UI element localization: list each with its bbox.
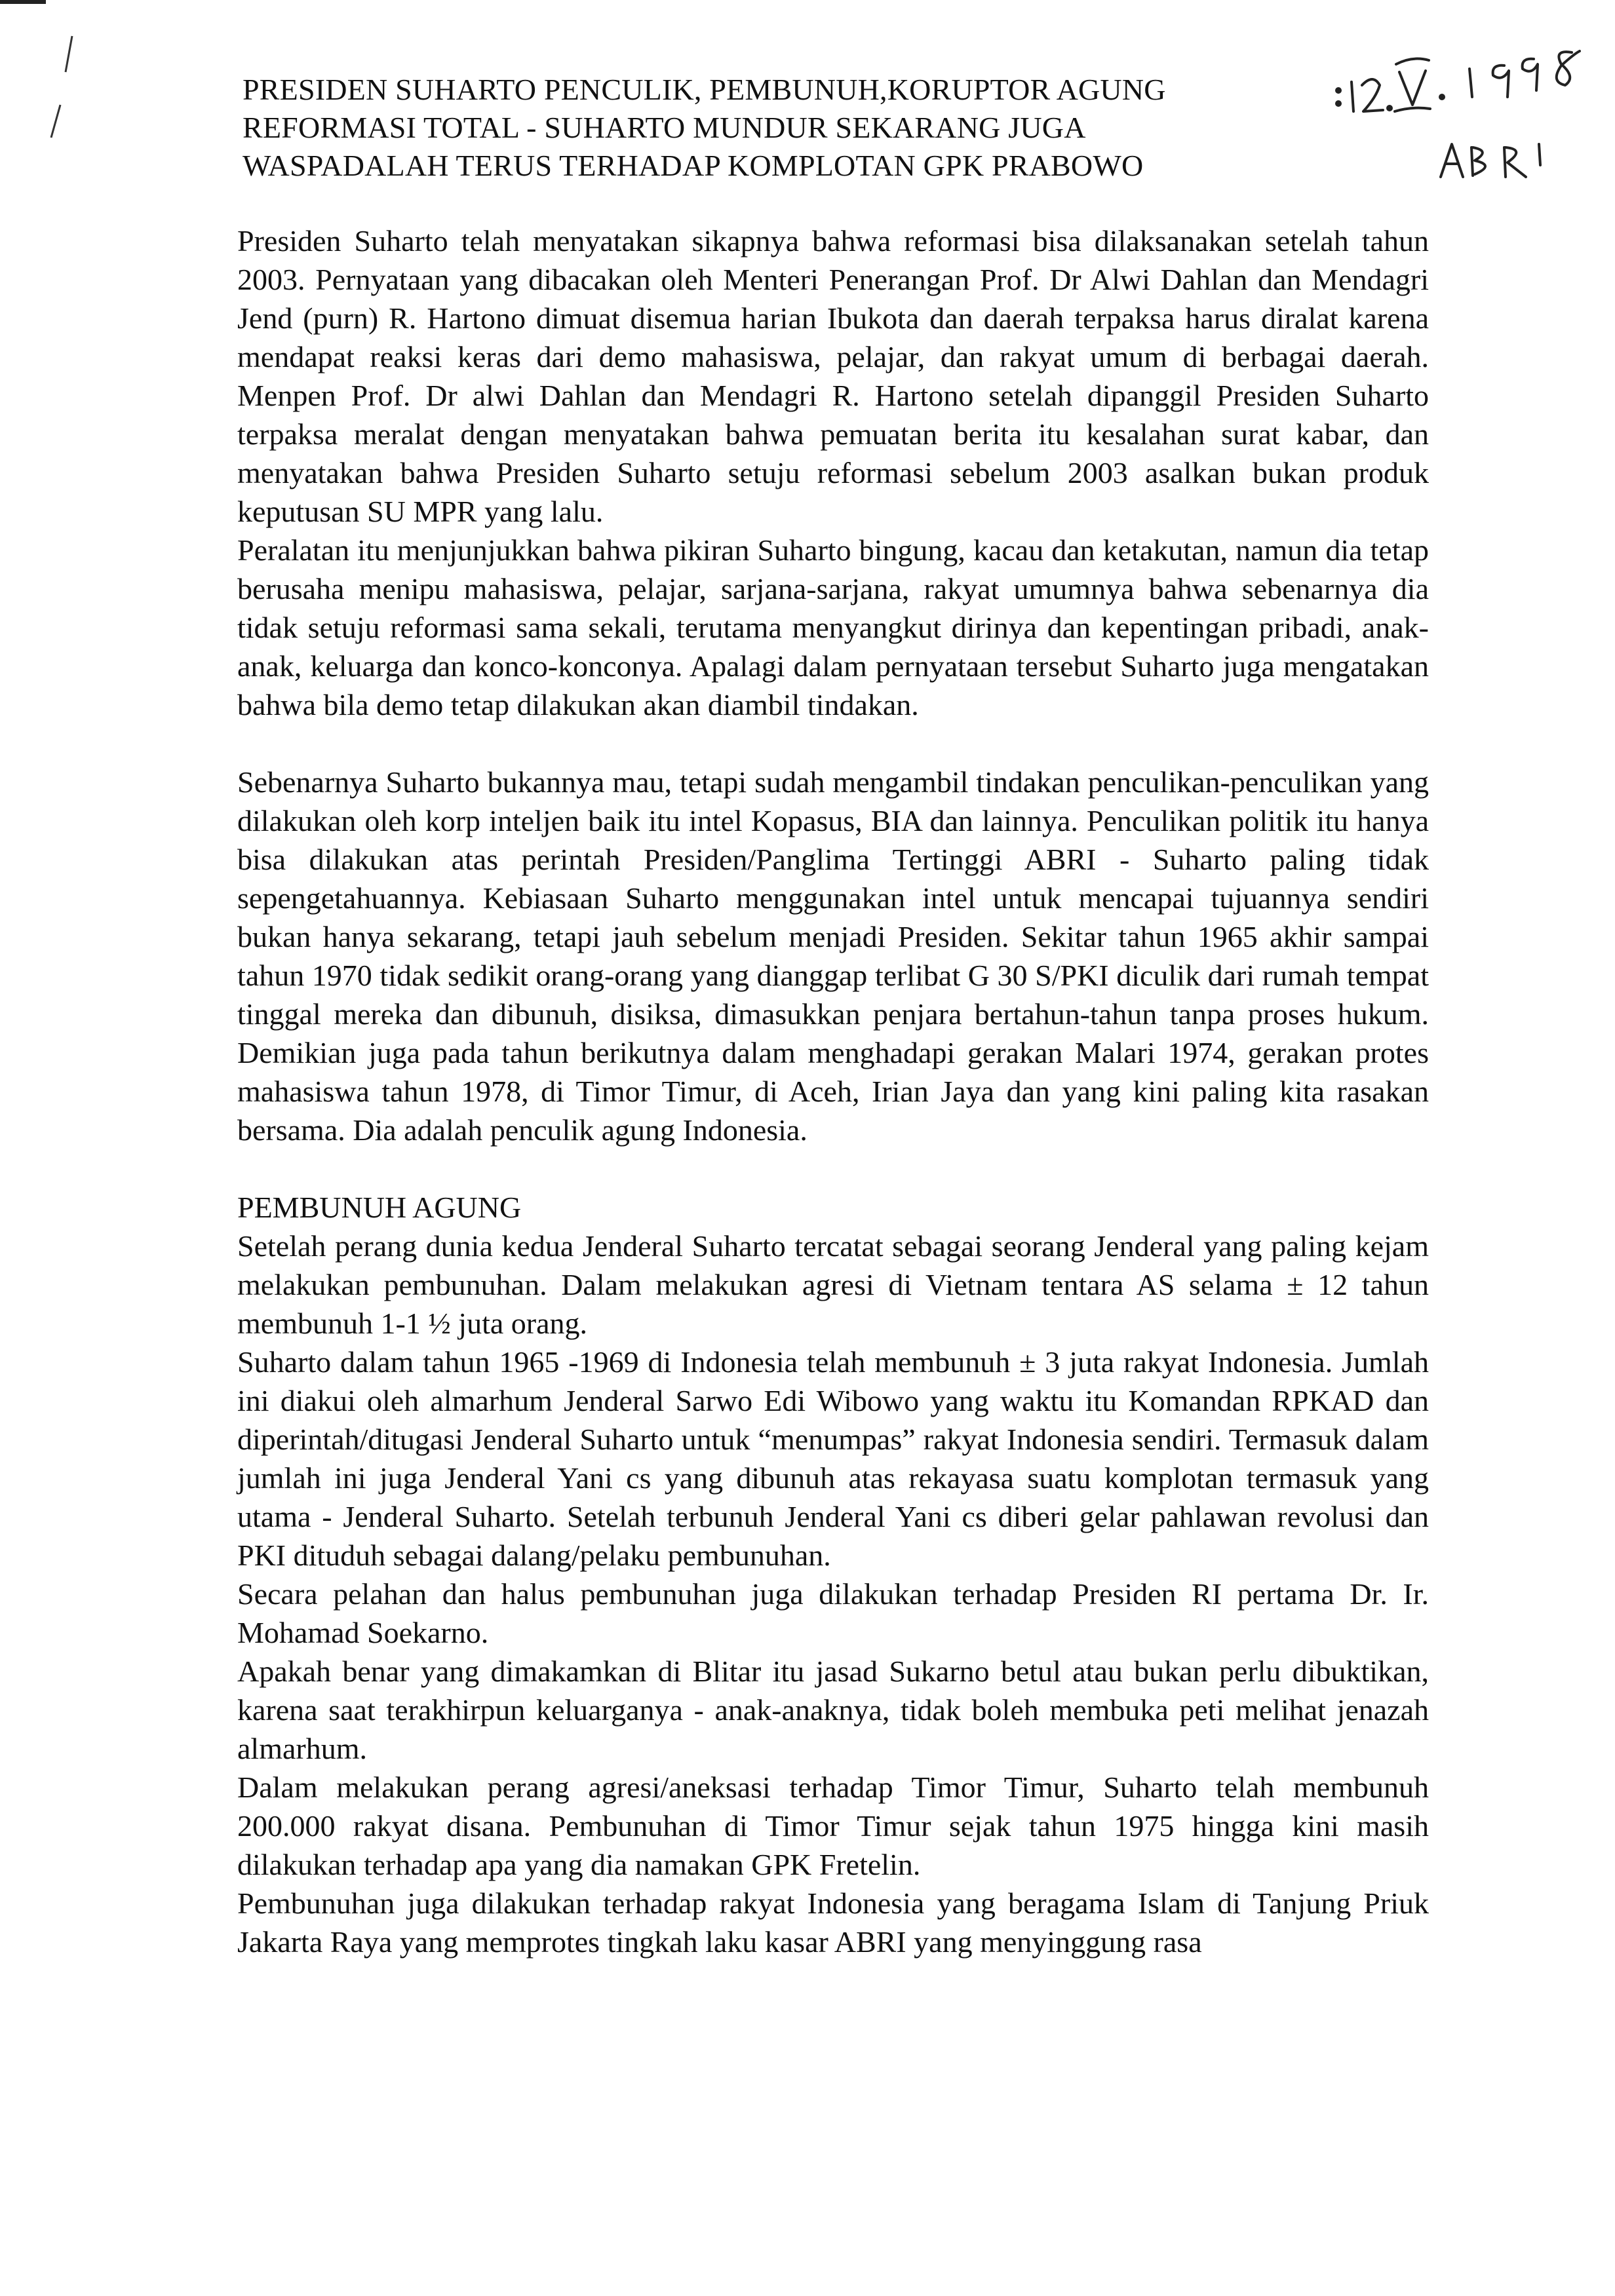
paragraph: Peralatan itu menjunjukkan bahwa pikiran Suharto bingung, kacau dan ketakutan, namun dia tetap berusaha menipu mahasiswa, pelajar, sarjana-sarjana, rakyat umumnya bahwa sebenarnya dia tidak setuju reformasi sama sekali, terutama menyangkut dirinya dan kepentingan pribadi, anak-anak, keluarga dan konco-konconya. Apalagi dalam pernyataan tersebut Suharto juga mengatakan bahwa bila demo tetap dilakukan akan diambil tindakan. bbox=[237, 533, 1429, 721]
header-line-2: REFORMASI TOTAL - SUHARTO MUNDUR SEKARANG JUGA bbox=[243, 111, 1086, 144]
paragraph: Presiden Suharto telah menyatakan sikapnya bahwa reformasi bisa dilaksanakan setelah tahun 2003. Pernyataan yang dibacakan oleh Menteri Penerangan Prof. Dr Alwi Dahlan dan Mendagri Jend (purn) R. Hartono dimuat disemua harian Ibukota dan daerah terpaksa harus diralat karena mendapat reaksi keras dari demo mahasiswa, pelajar, dan rakyat umum di berbagai daerah. Menpen Prof. Dr alwi Dahlan dan Mendagri R. Hartono setelah dipanggil Presiden Suharto terpaksa meralat dengan menyatakan bahwa pemuatan berita itu kesalahan surat kabar, dan menyatakan bahwa Presiden Suharto setuju reformasi sebelum 2003 asalkan bukan produk keputusan SU MPR yang lalu. bbox=[237, 224, 1429, 528]
header-line-1: PRESIDEN SUHARTO PENCULIK, PEMBUNUH,KORUPTOR AGUNG bbox=[243, 73, 1166, 106]
paragraph: Suharto dalam tahun 1965 -1969 di Indonesia telah membunuh ± 3 juta rakyat Indonesia. Jumlah ini diakui oleh almarhum Jenderal Sarwo Edi Wibowo yang waktu itu Komandan RPKAD dan diperintah/ditugasi Jenderal Suharto untuk “menumpas” rakyat Indonesia sendiri. Termasuk dalam jumlah ini juga Jenderal Yani cs yang dibunuh atas rekayasa suatu komplotan termasuk yang utama - Jenderal Suharto. Setelah terbunuh Jenderal Yani cs diberi gelar pahlawan revolusi dan PKI dituduh sebagai dalang/pelaku pembunuhan. bbox=[237, 1345, 1429, 1572]
paragraph: Sebenarnya Suharto bukannya mau, tetapi sudah mengambil tindakan penculikan-penculikan yang dilakukan oleh korp inteljen baik itu intel Kopasus, BIA dan lainnya. Penculikan politik itu hanya bisa dilakukan atas perintah Presiden/Panglima Tertinggi ABRI - Suharto paling tidak sepengetahuannya. Kebiasaan Suharto menggunakan intel untuk mencapai tujuannya sendiri bukan hanya sekarang, tetapi jauh sebelum menjadi Presiden. Sekitar tahun 1965 akhir sampai tahun 1970 tidak sedikit orang-orang yang dianggap terlibat G 30 S/PKI diculik dari rumah tempat tinggal mereka dan dibunuh, disiksa, dimasukkan penjara bertahun-tahun tanpa proses hukum. Demikian juga pada tahun berikutnya dalam menghadapi gerakan Malari 1974, gerakan protes mahasiswa tahun 1978, di Timor Timur, di Aceh, Irian Jaya dan yang kini paling kita rasakan bersama. Dia adalah penculik agung Indonesia. bbox=[237, 765, 1429, 1147]
document-body bbox=[237, 221, 1429, 1961]
scan-edge-mark bbox=[0, 0, 46, 4]
paragraph: Secara pelahan dan halus pembunuhan juga dilakukan terhadap Presiden RI pertama Dr. Ir. Mohamad Soekarno. bbox=[237, 1577, 1429, 1649]
section-heading: PEMBUNUH AGUNG bbox=[237, 1191, 522, 1224]
handwritten-date-annotation bbox=[1317, 20, 1606, 190]
header-line-3: WASPADALAH TERUS TERHADAP KOMPLOTAN GPK PRABOWO bbox=[243, 149, 1144, 182]
paragraph: Setelah perang dunia kedua Jenderal Suharto tercatat sebagai seorang Jenderal yang paling kejam melakukan pembunuhan. Dalam melakukan agresi di Vietnam tentara AS selama ± 12 tahun membunuh 1-1 ½ juta orang. bbox=[237, 1229, 1429, 1340]
handwritten-note-image bbox=[1317, 20, 1606, 190]
paragraph: Apakah benar yang dimakamkan di Blitar itu jasad Sukarno betul atau bukan perlu dibuktikan, karena saat terakhirpun keluarganya - anak-anaknya, tidak boleh membuka peti melihat jenazah almarhum. bbox=[237, 1655, 1429, 1765]
paragraph: Dalam melakukan perang agresi/aneksasi terhadap Timor Timur, Suharto telah membunuh 200.000 rakyat disana. Pembunuhan di Timor Timur sejak tahun 1975 hingga kini masih dilakukan terhadap apa yang dia namakan GPK Fretelin. bbox=[237, 1770, 1429, 1881]
paragraph: Pembunuhan juga dilakukan terhadap rakyat Indonesia yang beragama Islam di Tanjung Priuk Jakarta Raya yang memprotes tingkah laku kasar ABRI yang menyinggung rasa bbox=[237, 1886, 1429, 1959]
document-header bbox=[243, 71, 1357, 185]
margin-pen-strokes bbox=[46, 33, 85, 144]
